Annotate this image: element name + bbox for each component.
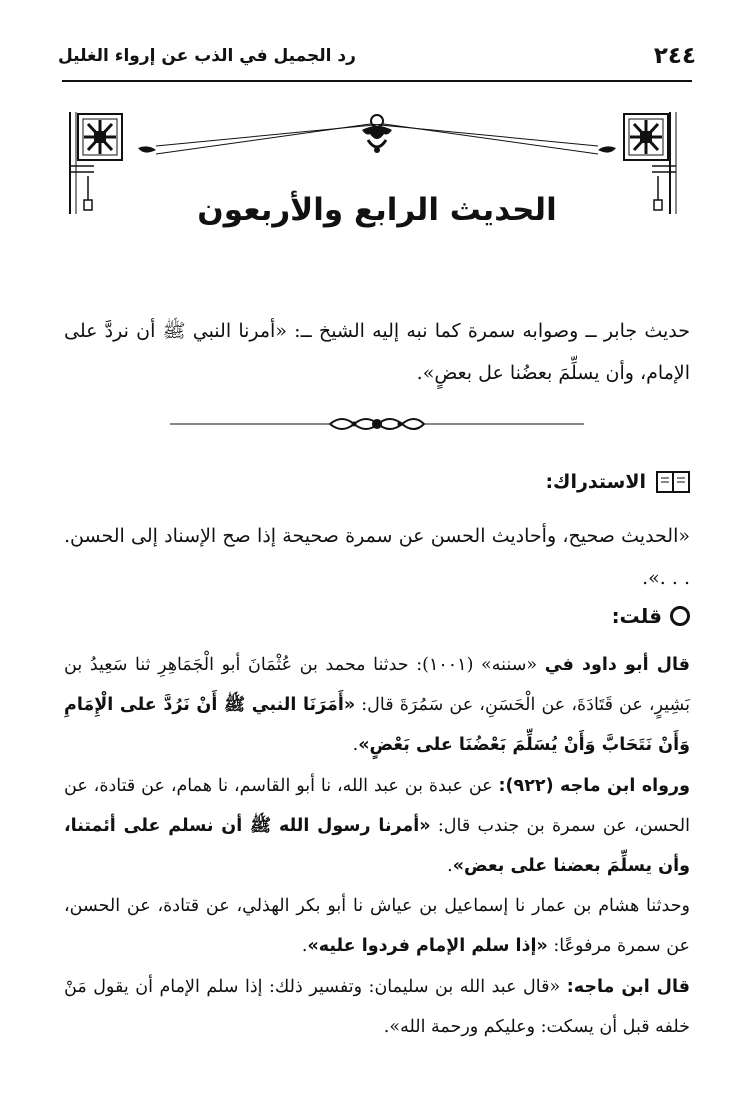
ornamental-divider: [0, 0, 754, 440]
paragraph-tail: .: [301, 936, 308, 956]
divider-flourish-icon: [330, 419, 424, 429]
paragraph-hisham: [64, 886, 690, 966]
paragraph-body: عن عبدة بن عبد الله، نا أبو القاسم، نا همام، عن قتادة، عن الحسن، عن سمرة بن جندب قال:: [64, 776, 690, 836]
istidrak-quote: «الحديث صحيح، وأحاديث الحسن عن سمرة صحيحة إذا صح الإسناد إلى الحسن. . . .».: [64, 525, 690, 589]
istidrak-heading: [545, 470, 690, 494]
open-book-icon: [656, 470, 690, 494]
paragraph-body: وحدثنا هشام بن عمار نا إسماعيل بن عياش نا أبو بكر الهذلي، عن قتادة، عن الحسن، عن سمرة مرفوعًا:: [64, 896, 690, 956]
paragraph-tail: .: [352, 735, 359, 755]
hadith-title: الحديث الرابع والأربعون: [197, 192, 557, 228]
qultu-heading: [612, 604, 690, 628]
circle-bullet-icon: [670, 606, 690, 626]
paragraph-hadith-text: «أمرنا رسول الله ﷺ أن نسلم على أئمتنا، وأن يسلِّمَ بعضنا على بعض»: [64, 816, 690, 876]
paragraph-hadith-text: «أَمَرَنَا النبي ﷺ أَنْ نَرُدَّ على الْإِمَامِ وَأَنْ نَتَحَابَّ وَأَنْ يُسَلِّمَ بَعْضُنَا على بَعْضٍ»: [64, 695, 690, 755]
paragraph-ibn-majah: [64, 766, 690, 886]
paragraph-lead: قال ابن ماجه:: [566, 977, 690, 997]
qultu-heading-label: قلت:: [611, 604, 662, 628]
istidrak-heading-label: الاستدراك:: [545, 471, 646, 493]
paragraph-abu-dawud: [64, 645, 690, 765]
paragraph-ibn-majah-comment: [64, 967, 690, 1047]
paragraph-hadith-text: «إذا سلم الإمام فردوا عليه»: [307, 936, 548, 956]
running-title: رد الجميل في الذب عن إرواء الغليل: [58, 46, 356, 66]
paragraph-tail: .: [447, 856, 453, 876]
paragraph-body: «قال عبد الله بن سليمان: وتفسير ذلك: إذا سلم الإمام أن يقول مَنْ خلفه قبل أن يسكت: وعليكم ورحمة الله».: [64, 977, 690, 1037]
paragraph-lead: ورواه ابن ماجه (٩٢٢):: [498, 776, 690, 796]
paragraph-lead: قال أبو داود في: [544, 655, 690, 675]
paragraph-body: «سننه» (١٠٠١): حدثنا محمد بن عُثْمَانَ أبو الْجَمَاهِرِ ثنا سَعِيدُ بن بَشِيرٍ، عن قَتَادَةَ، عن الْحَسَنِ، عن سَمُرَةَ قال:: [64, 655, 690, 715]
intro-paragraph: حديث جابر ــ وصوابه سمرة كما نبه إليه الشيخ ــ: «أمرنا النبي ﷺ أن نردَّ على الإمام، وأن يسلِّمَ بعضُنا عل بعضٍ».: [64, 320, 690, 384]
page-number: ٢٤٤: [653, 43, 696, 69]
